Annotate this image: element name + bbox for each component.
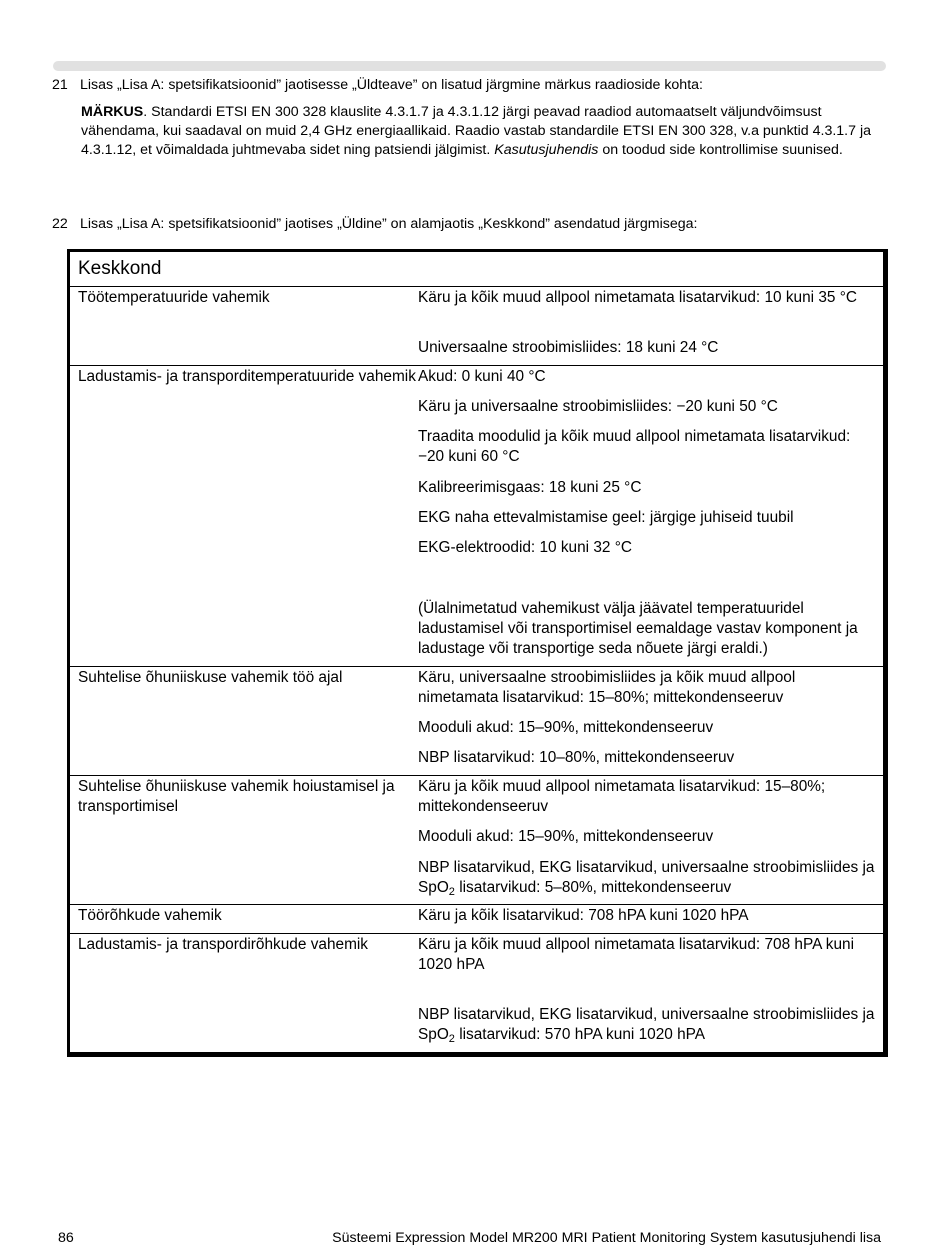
table-row: [70, 287, 883, 366]
row-value-spo2: NBP lisatarvikud, EKG lisatarvikud, universaalne stroobimisliides ja SpO$_2$ lisatarvikud: 5–80%, mittekondenseeruv: [418, 858, 875, 898]
row-value: EKG naha ettevalmistamise geel: järgige juhiseid tuubil: [418, 509, 794, 527]
environment-table: [67, 249, 888, 1057]
row-label: Ladustamis- ja transporditemperatuuride vahemik: [78, 367, 416, 385]
item-text: Lisas „Lisa A: spetsifikatsioonid” jaotisesse „Üldteave” on lisatud järgmine märkus raadioside kohta:: [80, 77, 703, 93]
table-row: [70, 905, 883, 933]
row-value-spo2: NBP lisatarvikud, EKG lisatarvikud, universaalne stroobimisliides ja SpO$_2$ lisatarvikud: 570 hPA kuni 1020 hPA: [418, 1006, 875, 1046]
item-number: 21: [52, 77, 68, 93]
row-value: Mooduli akud: 15–90%, mittekondenseeruv: [418, 828, 714, 846]
row-values: [418, 287, 883, 365]
note-label: MÄRKUS: [81, 104, 144, 120]
row-value: Mooduli akud: 15–90%, mittekondenseeruv: [418, 719, 714, 737]
row-label: Ladustamis- ja transpordirõhkude vahemik: [78, 935, 369, 953]
row-values: [418, 366, 883, 666]
row-label: Suhtelise õhuniiskuse vahemik töö ajal: [78, 668, 343, 686]
footer-title: Süsteemi Expression Model MR200 MRI Patient Monitoring System kasutusjuhendi lisa: [332, 1230, 881, 1246]
row-value: Käru ja kõik lisatarvikud: 708 hPA kuni 1020 hPA: [418, 907, 749, 925]
row-label: Suhtelise õhuniiskuse vahemik hoiustamisel ja transportimisel: [78, 777, 395, 816]
table-row: [70, 667, 883, 776]
row-values: [418, 667, 883, 775]
row-value: Kalibreerimisgaas: 18 kuni 25 °C: [418, 478, 642, 496]
note-text-end: on toodud side kontrollimise suunised.: [598, 142, 843, 158]
item-text: Lisas „Lisa A: spetsifikatsioonid” jaotises „Üldine” on alamjaotis „Keskkond” asendatud järgmisega:: [80, 216, 698, 232]
row-value: (Ülalnimetatud vahemikust välja jäävatel temperatuuridel ladustamisel või transportimisel eemaldage vastav komponent ja ladustage või transportige seda nõuete järgi eraldi.): [418, 599, 858, 658]
row-value: Traadita moodulid ja kõik muud allpool nimetamata lisatarvikud: −20 kuni 60 °C: [418, 428, 851, 466]
row-value: Universaalne stroobimisliides: 18 kuni 24 °C: [418, 339, 719, 357]
row-values: [418, 905, 883, 932]
row-value: Käru ja kõik muud allpool nimetamata lisatarvikud: 15–80%; mittekondenseeruv: [418, 777, 826, 816]
note-text: . Standardi ETSI EN 300 328 klauslite 4.3.1.7 ja 4.3.1.12 järgi peavad raadiod automaatselt väljundvõimsust vähendama, kui saadaval on muid 2,4 GHz energiaallikaid. Raadio vastab standardile ETSI EN 300 328, v.a punktid 4.3.1.7 ja 4.3.1.12, et võimaldada juhtmevaba sidet ning patsiendi jälgimist.: [81, 104, 871, 158]
row-values: [418, 934, 883, 1052]
row-value: NBP lisatarvikud: 10–80%, mittekondenseeruv: [418, 749, 735, 767]
note-paragraph: [81, 103, 881, 160]
row-value: Käru ja kõik muud allpool nimetamata lisatarvikud: 10 kuni 35 °C: [418, 289, 858, 306]
row-label: Töötemperatuuride vahemik: [78, 289, 270, 306]
table-row: [70, 366, 883, 667]
row-value: Käru ja kõik muud allpool nimetamata lisatarvikud: 708 hPA kuni 1020 hPA: [418, 935, 855, 973]
item-number: 22: [52, 216, 68, 232]
header-rule: [53, 61, 886, 71]
note-italic: Kasutusjuhendis: [494, 142, 599, 158]
table-row: [70, 776, 883, 905]
row-value: Käru ja universaalne stroobimisliides: −20 kuni 50 °C: [418, 397, 778, 415]
table-title: Keskkond: [70, 252, 883, 287]
table-row: [70, 934, 883, 1052]
row-value: Käru, universaalne stroobimisliides ja kõik muud allpool nimetamata lisatarvikud: 15–80%; mittekondenseeruv: [418, 668, 796, 706]
page-number: 86: [58, 1230, 74, 1246]
row-label: Töörõhkude vahemik: [78, 907, 222, 925]
row-values: [418, 776, 883, 904]
row-value: EKG-elektroodid: 10 kuni 32 °C: [418, 539, 633, 557]
row-value: Akud: 0 kuni 40 °C: [418, 367, 546, 385]
